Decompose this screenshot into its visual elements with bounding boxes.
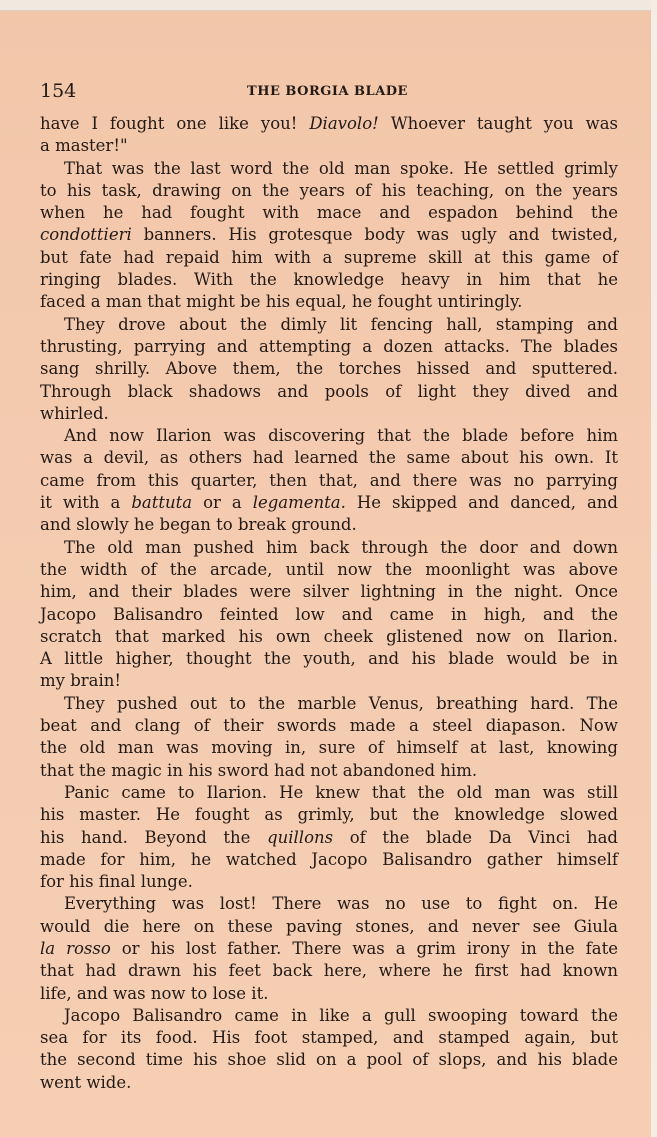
text-run: That was the last word the old man spoke. He settled grimly xyxy=(64,158,618,178)
scan-top-edge xyxy=(0,0,657,11)
text-line xyxy=(40,916,618,938)
italic-text: legamenta. xyxy=(252,493,346,513)
italic-text: battuta xyxy=(131,493,193,513)
text-run: Jacopo Balisandro came in like a gull swooping toward the xyxy=(64,1005,618,1025)
text-run: for his final lunge. xyxy=(40,872,193,892)
text-line xyxy=(40,1005,618,1027)
text-run: when he had fought with mace and espadon behind the xyxy=(40,203,618,223)
text-run: sang shrilly. Above them, the torches hissed and sputtered. xyxy=(40,359,618,379)
text-line xyxy=(40,180,618,202)
text-line xyxy=(40,537,618,559)
text-line xyxy=(40,314,618,336)
text-line xyxy=(40,782,618,804)
text-line xyxy=(40,336,618,358)
text-run: beat and clang of their swords made a steel diapason. Now xyxy=(40,716,618,736)
text-run: to his task, drawing on the years of his teaching, on the years xyxy=(40,180,618,200)
text-line xyxy=(40,760,618,782)
text-run: thrusting, parrying and attempting a dozen attacks. The blades xyxy=(40,336,618,356)
text-line xyxy=(40,670,618,692)
text-line xyxy=(40,715,618,737)
text-run: a master!" xyxy=(40,136,128,156)
text-line xyxy=(40,983,618,1005)
text-line xyxy=(40,247,618,269)
text-line xyxy=(40,381,618,403)
text-line xyxy=(40,291,618,313)
running-head: THE BORGIA BLADE xyxy=(247,84,408,99)
italic-text: condottieri xyxy=(40,225,132,245)
text-run: my brain! xyxy=(40,671,122,691)
text-run: sea for its food. His foot stamped, and stamped again, but xyxy=(40,1028,618,1048)
text-line xyxy=(40,358,618,380)
text-line xyxy=(40,113,618,135)
text-run: or a xyxy=(192,493,253,513)
text-run: of the blade Da Vinci had xyxy=(333,827,618,847)
text-run: Through black shadows and pools of light they dived and xyxy=(40,381,618,401)
text-run: Jacopo Balisandro feinted low and came in high, and the xyxy=(40,604,618,624)
text-run: whirled. xyxy=(40,403,109,423)
page-body-text xyxy=(40,113,618,1094)
text-run: would die here on these paving stones, and never see Giula xyxy=(40,916,618,936)
text-line xyxy=(40,224,618,246)
page-number: 154 xyxy=(40,80,77,102)
text-run: went wide. xyxy=(40,1072,132,1092)
text-line xyxy=(40,893,618,915)
text-run: ringing blades. With the knowledge heavy in him that he xyxy=(40,270,618,290)
text-line xyxy=(40,403,618,425)
text-run: or his lost father. There was a grim irony in the fate xyxy=(110,938,618,958)
text-run: and slowly he began to break ground. xyxy=(40,515,357,535)
text-run: made for him, he watched Jacopo Balisandro gather himself xyxy=(40,849,618,869)
text-line xyxy=(40,269,618,291)
text-run: They drove about the dimly lit fencing hall, stamping and xyxy=(64,314,618,334)
text-line xyxy=(40,202,618,224)
text-run: They pushed out to the marble Venus, breathing hard. The xyxy=(64,693,618,713)
text-line xyxy=(40,871,618,893)
text-line xyxy=(40,158,618,180)
text-run: was a devil, as others had learned the same about his own. It xyxy=(40,448,618,468)
text-run: Whoever taught you was xyxy=(378,114,618,133)
text-run: that the magic in his sword had not abandoned him. xyxy=(40,760,478,780)
page-header xyxy=(40,80,615,106)
text-line xyxy=(40,1072,618,1094)
text-run: it with a xyxy=(40,493,132,513)
text-line xyxy=(40,492,618,514)
text-line xyxy=(40,604,618,626)
text-run: have I fought one like you! xyxy=(40,114,310,133)
text-line xyxy=(40,804,618,826)
text-line xyxy=(40,514,618,536)
italic-text: la rosso xyxy=(40,938,111,958)
text-run: Everything was lost! There was no use to fight on. He xyxy=(64,894,618,914)
text-run: And now Ilarion was discovering that the blade before him xyxy=(64,426,618,446)
text-line xyxy=(40,470,618,492)
text-run: the old man was moving in, sure of himself at last, knowing xyxy=(40,738,618,758)
text-run: his master. He fought as grimly, but the knowledge slowed xyxy=(40,805,618,825)
italic-text: quillons xyxy=(267,827,334,847)
text-line xyxy=(40,1049,618,1071)
text-line xyxy=(40,447,618,469)
italic-text: Diavolo! xyxy=(309,114,379,133)
text-line xyxy=(40,626,618,648)
text-line xyxy=(40,135,618,157)
text-run: Panic came to Ilarion. He knew that the old man was still xyxy=(64,782,618,802)
text-line xyxy=(40,938,618,960)
text-line xyxy=(40,581,618,603)
text-run: came from this quarter, then that, and there was no parrying xyxy=(40,470,618,490)
text-line xyxy=(40,849,618,871)
text-line xyxy=(40,960,618,982)
text-run: A little higher, thought the youth, and his blade would be in xyxy=(40,649,618,669)
text-run: He skipped and danced, and xyxy=(345,493,618,513)
text-line xyxy=(40,693,618,715)
text-line xyxy=(40,559,618,581)
text-line xyxy=(40,648,618,670)
text-run: the second time his shoe slid on a pool of slops, and his blade xyxy=(40,1050,618,1070)
text-run: that had drawn his feet back here, where he first had known xyxy=(40,961,618,981)
text-run: but fate had repaid him with a supreme skill at this game of xyxy=(40,247,618,267)
text-line xyxy=(40,827,618,849)
text-line xyxy=(40,425,618,447)
text-line xyxy=(40,737,618,759)
text-run: The old man pushed him back through the door and down xyxy=(64,537,618,557)
text-run: him, and their blades were silver lightning in the night. Once xyxy=(40,582,618,602)
text-run: banners. His grotesque body was ugly and twisted, xyxy=(131,225,618,245)
text-line xyxy=(40,1027,618,1049)
text-run: scratch that marked his own cheek glistened now on Ilarion. xyxy=(40,626,618,646)
text-run: faced a man that might be his equal, he fought untiringly. xyxy=(40,292,523,312)
scan-right-edge xyxy=(651,0,657,1137)
text-run: life, and was now to lose it. xyxy=(40,983,269,1003)
text-run: his hand. Beyond the xyxy=(40,827,268,847)
text-run: the width of the arcade, until now the moonlight was above xyxy=(40,559,618,579)
